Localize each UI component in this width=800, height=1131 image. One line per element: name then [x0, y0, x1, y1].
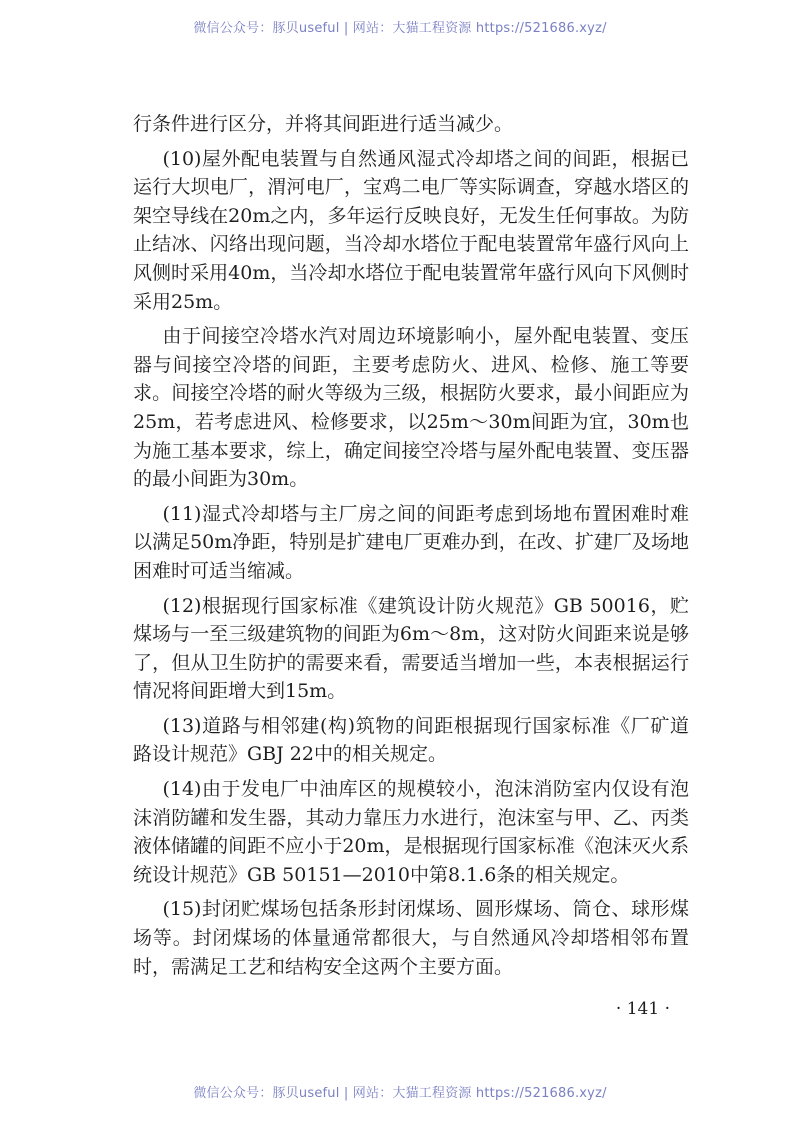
paragraph-indirect-cooling-tower: 由于间接空冷塔水汽对周边环境影响小，屋外配电装置、变压器与间接空冷塔的间距，主要考虑防火、进风、检修、施工等要求。间接空冷塔的耐火等级为三级，根据防火要求，最小间距应为25m，若考虑进风、检修要求，以25m～30m间距为宜，30m也为施工基本要求，综上，确定间接空冷塔与屋外配电装置、变压器的最小间距为30m。: [133, 325, 689, 491]
paragraph-item-15: (15)封闭贮煤场包括条形封闭煤场、圆形煤场、筒仓、球形煤场等。封闭煤场的体量通常都很大，与自然通风冷却塔相邻布置时，需满足工艺和结构安全这两个主要方面。: [133, 898, 689, 978]
page-body: [133, 110, 689, 987]
watermark-bottom: 微信公众号：豚贝useful | 网站：大猫工程资源 https://521686.xyz/: [193, 1086, 607, 1101]
paragraph-item-14: (14)由于发电厂中油库区的规模较小，泡沫消防室内仅设有泡沫消防罐和发生器，其动力靠压力水进行，泡沫室与甲、乙、丙类液体储罐的间距不应小于20m，是根据现行国家标准《泡沫灭火系统设计规范》GB 50151—2010中第8.1.6条的相关规定。: [133, 778, 689, 886]
watermark-top: 微信公众号：豚贝useful | 网站：大猫工程资源 https://521686.xyz/: [193, 21, 607, 36]
page-number: · 141 ·: [615, 999, 670, 1019]
paragraph-item-10: (10)屋外配电装置与自然通风湿式冷却塔之间的间距，根据已运行大坝电厂，渭河电厂，宝鸡二电厂等实际调查，穿越水塔区的架空导线在20m之内，多年运行反映良好，无发生任何事故。为防止结冰、闪络出现问题，当冷却水塔位于配电装置常年盛行风向上风侧时采用40m，当冷却水塔位于配电装置常年盛行风向下风侧时采用25m。: [133, 147, 689, 313]
paragraph-continuation: 行条件进行区分，并将其间距进行适当减少。: [133, 113, 514, 135]
paragraph-item-12: (12)根据现行国家标准《建筑设计防火规范》GB 50016，贮煤场与一至三级建筑物的间距为6m～8m，这对防火间距来说是够了，但从卫生防护的需要来看，需要适当增加一些，本表根据运行情况将间距增大到15m。: [133, 594, 689, 703]
paragraph-item-13: (13)道路与相邻建(构)筑物的间距根据现行国家标准《厂矿道路设计规范》GBJ 22中的相关规定。: [133, 714, 689, 766]
paragraph-item-11: (11)湿式冷却塔与主厂房之间的间距考虑到场地布置困难时难以满足50m净距，特别是扩建电厂更难办到，在改、扩建厂及场地困难时可适当缩减。: [133, 502, 689, 582]
